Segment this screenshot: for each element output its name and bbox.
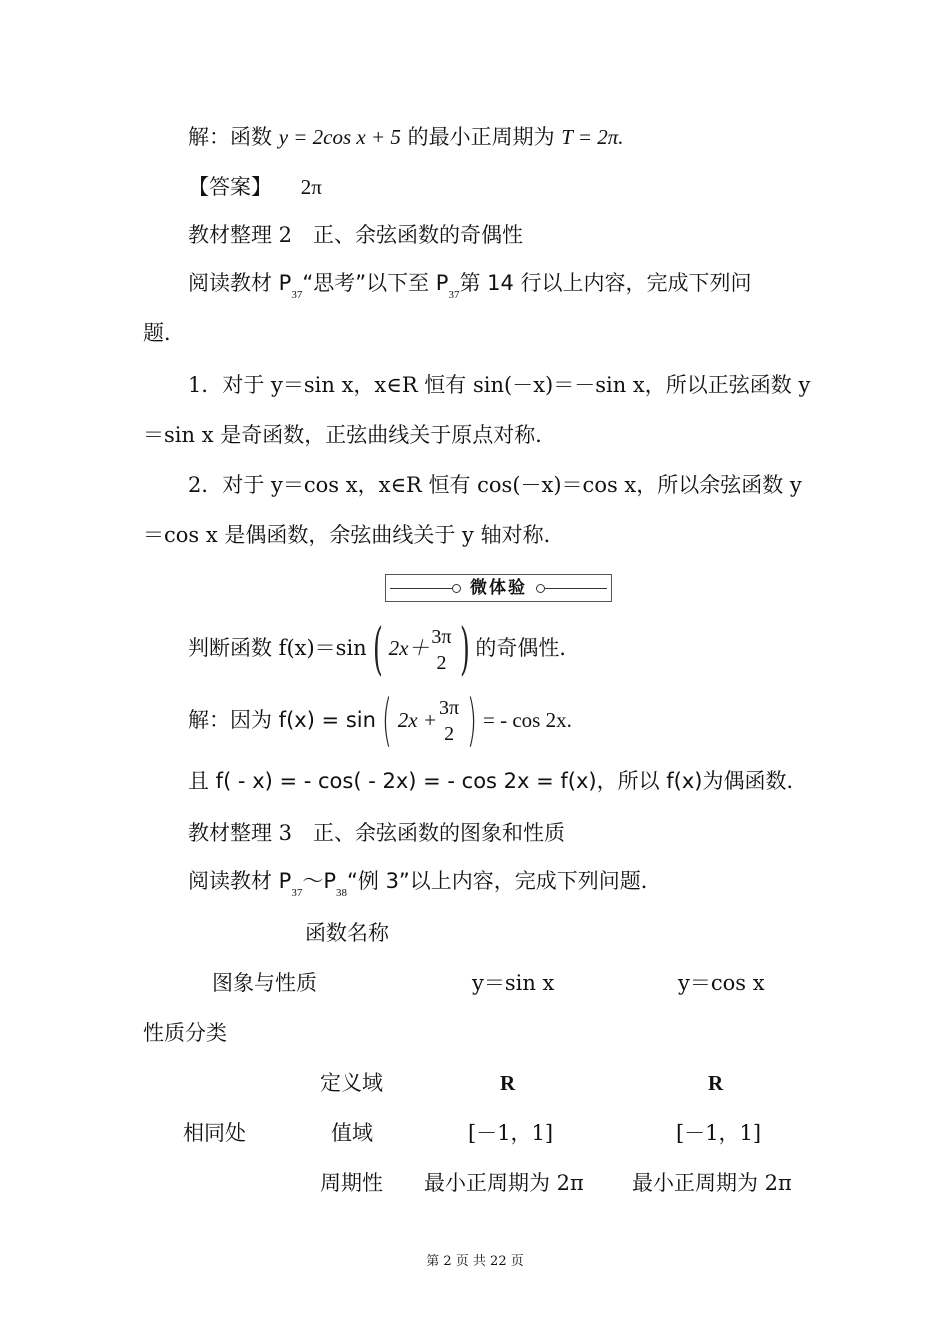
table-cell-domain-cos: R: [708, 1071, 724, 1095]
solution-mid-text: 的最小正周期为: [407, 125, 555, 149]
exercise-solution: 解：因为 f(x) = sin ( 2x + 3π 2 ) = - cos 2x.: [188, 688, 572, 753]
table-row-period-label: 周期性: [320, 1171, 383, 1195]
period-result: T = 2π.: [561, 125, 624, 149]
solution-label: 解：函数: [188, 125, 272, 149]
function-expression: y = 2cos x + 5: [278, 125, 401, 149]
item-cosine-parity-line1: 2．对于 y＝cos x，x∈R 恒有 cos(－x)＝cos x，所以余弦函数 y: [188, 473, 802, 497]
table-group-same-label: 相同处: [183, 1121, 246, 1145]
reading-instruction-2: 阅读教材 $P_{37}\sim P_{38}“$例 3”以上内容，完成下列问题．: [188, 869, 662, 899]
micro-experience-banner: [385, 574, 612, 602]
table-header-cos: y＝cos x: [678, 971, 765, 995]
fraction-3pi-over-2: 3π 2: [439, 697, 460, 745]
exercise-question: 判断函数 f(x)＝sin ( 2x＋ 3π 2 ) 的奇偶性．: [188, 616, 581, 682]
table-cell-domain-sin: R: [500, 1071, 516, 1095]
answer-value: 2π: [300, 175, 322, 199]
table-row-class-label: 性质分类: [143, 1021, 227, 1045]
reading-instruction-1: 阅读教材 $P_{37}“$思考”以下至 $P_{37}$第 14 行以上内容，完成下列问: [188, 271, 752, 301]
table-header-graph-properties: 图象与性质: [212, 971, 317, 995]
exercise-conclusion: 且 f( - x) = - cos( - 2x) = - cos 2x = f(x)，所以 f(x)为偶函数．: [188, 769, 808, 793]
section-title-parity: 教材整理 2 正、余弦函数的奇偶性: [188, 223, 524, 247]
item-sine-parity-line2: ＝sin x 是奇函数，正弦曲线关于原点对称．: [143, 423, 557, 447]
section-title-graph-properties: 教材整理 3 正、余弦函数的图象和性质: [188, 821, 566, 845]
item-sine-parity-line1: 1．对于 y＝sin x，x∈R 恒有 sin(－x)＝－sin x，所以正弦函数 y: [188, 373, 811, 397]
answer-label: 【答案】: [188, 175, 272, 199]
table-row-domain-label: 定义域: [320, 1071, 383, 1095]
fraction-3pi-over-2: 3π 2: [431, 625, 452, 674]
answer-line: [188, 172, 322, 202]
table-cell-range-sin: [－1，1]: [468, 1121, 554, 1145]
page-number-footer: 第 2 页 共 22 页: [426, 1254, 524, 1269]
table-cell-range-cos: [－1，1]: [676, 1121, 762, 1145]
table-header-sin: y＝sin x: [472, 971, 555, 995]
table-header-function-name: 函数名称: [305, 921, 389, 945]
solution-line-period: [188, 122, 624, 152]
item-cosine-parity-line2: ＝cos x 是偶函数，余弦曲线关于 y 轴对称．: [143, 523, 565, 547]
table-cell-period-cos: 最小正周期为 2π: [632, 1171, 792, 1195]
table-cell-period-sin: 最小正周期为 2π: [424, 1171, 584, 1195]
banner-title: 微体验: [470, 578, 527, 598]
reading-instruction-1-cont: 题．: [143, 321, 185, 345]
table-row-range-label: 值域: [331, 1121, 373, 1145]
